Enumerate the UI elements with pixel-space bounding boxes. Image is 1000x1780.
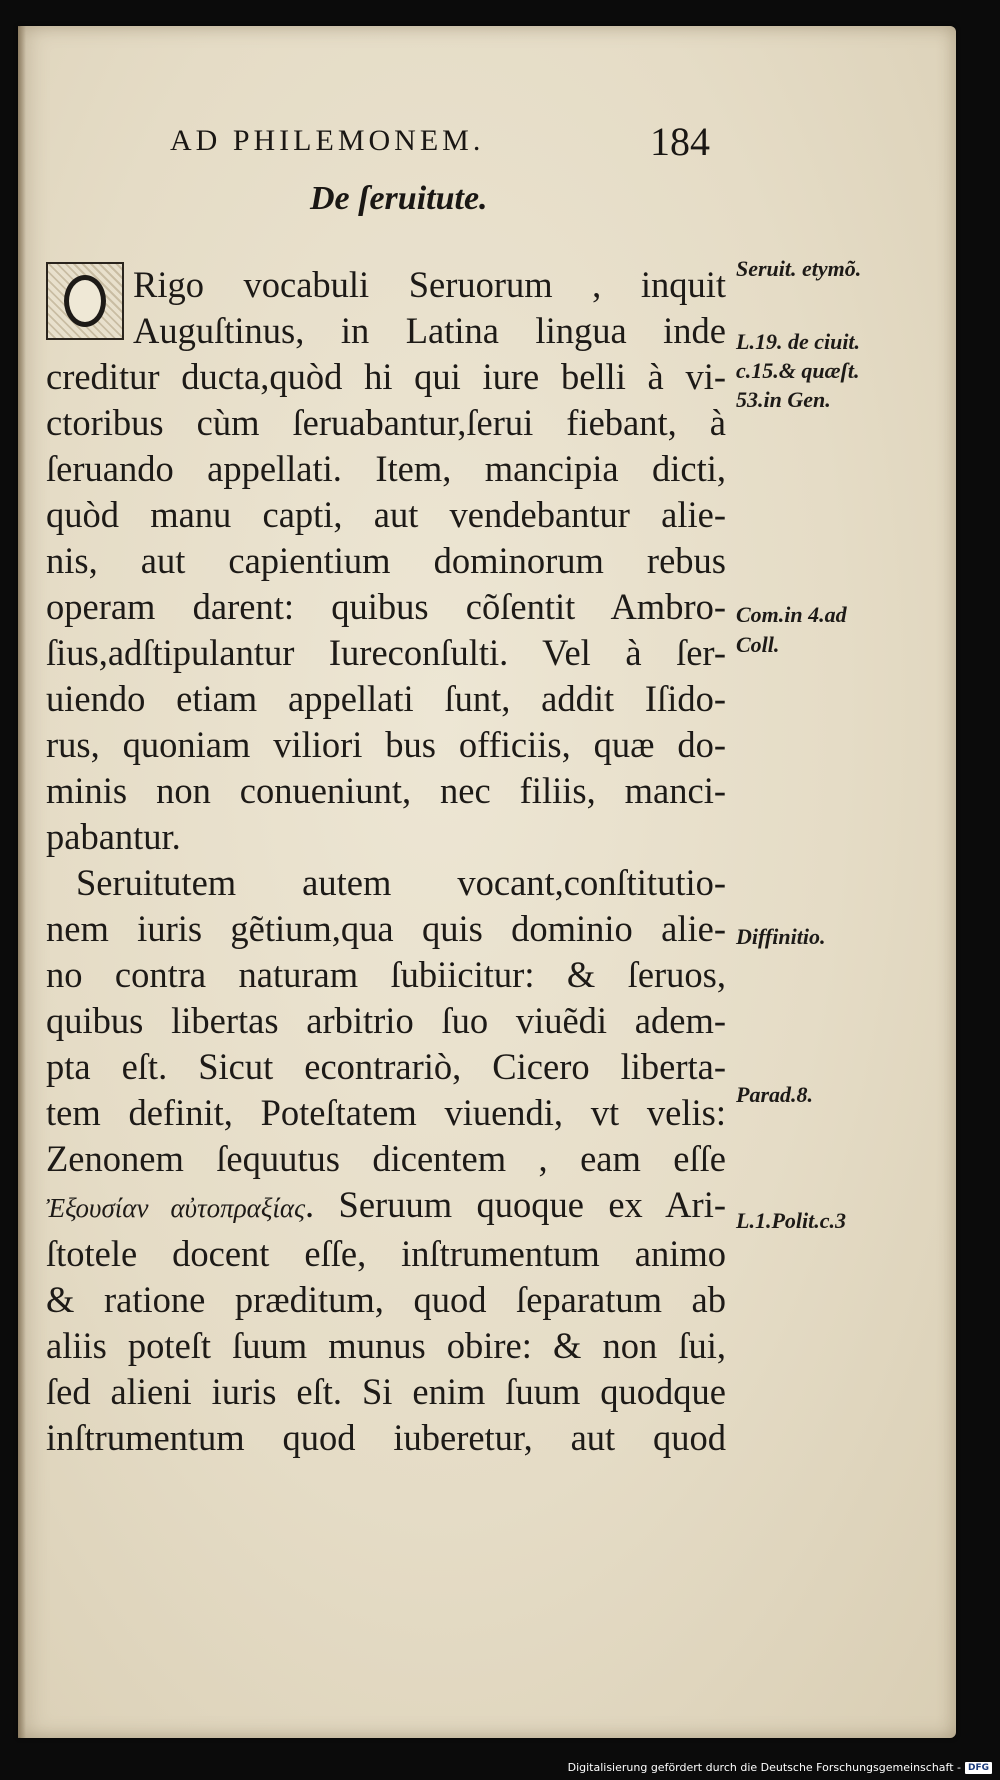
main-text-block [46, 262, 726, 1461]
text-line: pabantur. [46, 816, 181, 857]
page-gutter-shadow [18, 26, 26, 1738]
text-line: ſtotele docent eſſe, inſtrumentum animo [46, 1233, 726, 1274]
text-line: tem definit, Poteſtatem viuendi, vt velis: [46, 1092, 726, 1133]
text-line: ctoribus cùm ſeruabantur,ſerui fiebant, à [46, 402, 726, 443]
text-line: ſius,adſtipulantur Iureconſulti. Vel à ſer- [46, 632, 726, 673]
text-line: Auguſtinus, in Latina lingua inde [133, 310, 726, 351]
text-line: quibus libertas arbitrio ſuo viuẽdi adem- [46, 1000, 726, 1041]
marginal-note: 53.in Gen. [736, 387, 831, 412]
text-line: quòd manu capti, aut vendebantur alie- [46, 494, 726, 535]
marginal-note: Seruit. etymõ. [736, 256, 862, 281]
greek-phrase: Ἐξουσίαν αὐτοπραξίας [46, 1193, 306, 1223]
credit-text: Digitalisierung gefördert durch die Deutsche Forschungsgemeinschaft - [567, 1761, 961, 1774]
marginal-note: Coll. [736, 632, 780, 657]
marginal-note: L.19. de ciuit. [736, 329, 861, 354]
text-line: inſtrumentum quod iuberetur, aut quod [46, 1417, 726, 1458]
marginal-note: L.1.Polit.c.3 [736, 1208, 846, 1233]
text-line-with-greek [46, 1182, 726, 1231]
digitization-credit [568, 1761, 992, 1774]
page-number: 184 [650, 119, 710, 164]
text-line: minis non conueniunt, nec filiis, manci- [46, 770, 726, 811]
text-line: ſed alieni iuris eſt. Si enim ſuum quodque [46, 1371, 726, 1412]
text-line: Zenonem ſequutus dicentem , eam eſſe [46, 1138, 726, 1179]
text-line: creditur ducta,quòd hi qui iure belli à vi- [46, 356, 726, 397]
section-title: De ſeruitute. [310, 180, 488, 217]
text-line: ſeruando appellati. Item, mancipia dicti, [46, 448, 726, 489]
marginal-note: c.15.& quæſt. [736, 358, 860, 383]
text-line: no contra naturam ſubiicitur: & ſeruos, [46, 954, 726, 995]
text-line: Seruitutem autem vocant,conſtitutio- [76, 862, 726, 903]
marginal-note: Com.in 4.ad [736, 602, 847, 627]
text-line: & ratione præditum, quod ſeparatum ab [46, 1279, 726, 1320]
text-line: aliis poteſt ſuum munus obire: & non ſui, [46, 1325, 726, 1366]
running-title: AD PHILEMONEM. [170, 124, 485, 157]
text-line: nis, aut capientium dominorum rebus [46, 540, 726, 581]
text-line: pta eſt. Sicut econtrariò, Cicero liberta- [46, 1046, 726, 1087]
text-line: Rigo vocabuli Seruorum , inquit [133, 264, 726, 305]
text-line: rus, quoniam viliori bus officiis, quæ do- [46, 724, 726, 765]
marginal-note: Parad.8. [736, 1082, 813, 1107]
text-line: operam darent: quibus cõſentit Ambro- [46, 586, 726, 627]
text-line: nem iuris gẽtium,qua quis dominio alie- [46, 908, 726, 949]
marginal-note: Diffinitio. [736, 924, 826, 949]
greek-line-rest: . Seruum quoque ex Ari- [305, 1184, 726, 1225]
text-line: uiendo etiam appellati ſunt, addit Iſido- [46, 678, 726, 719]
dfg-logo: DFG [965, 1762, 992, 1774]
